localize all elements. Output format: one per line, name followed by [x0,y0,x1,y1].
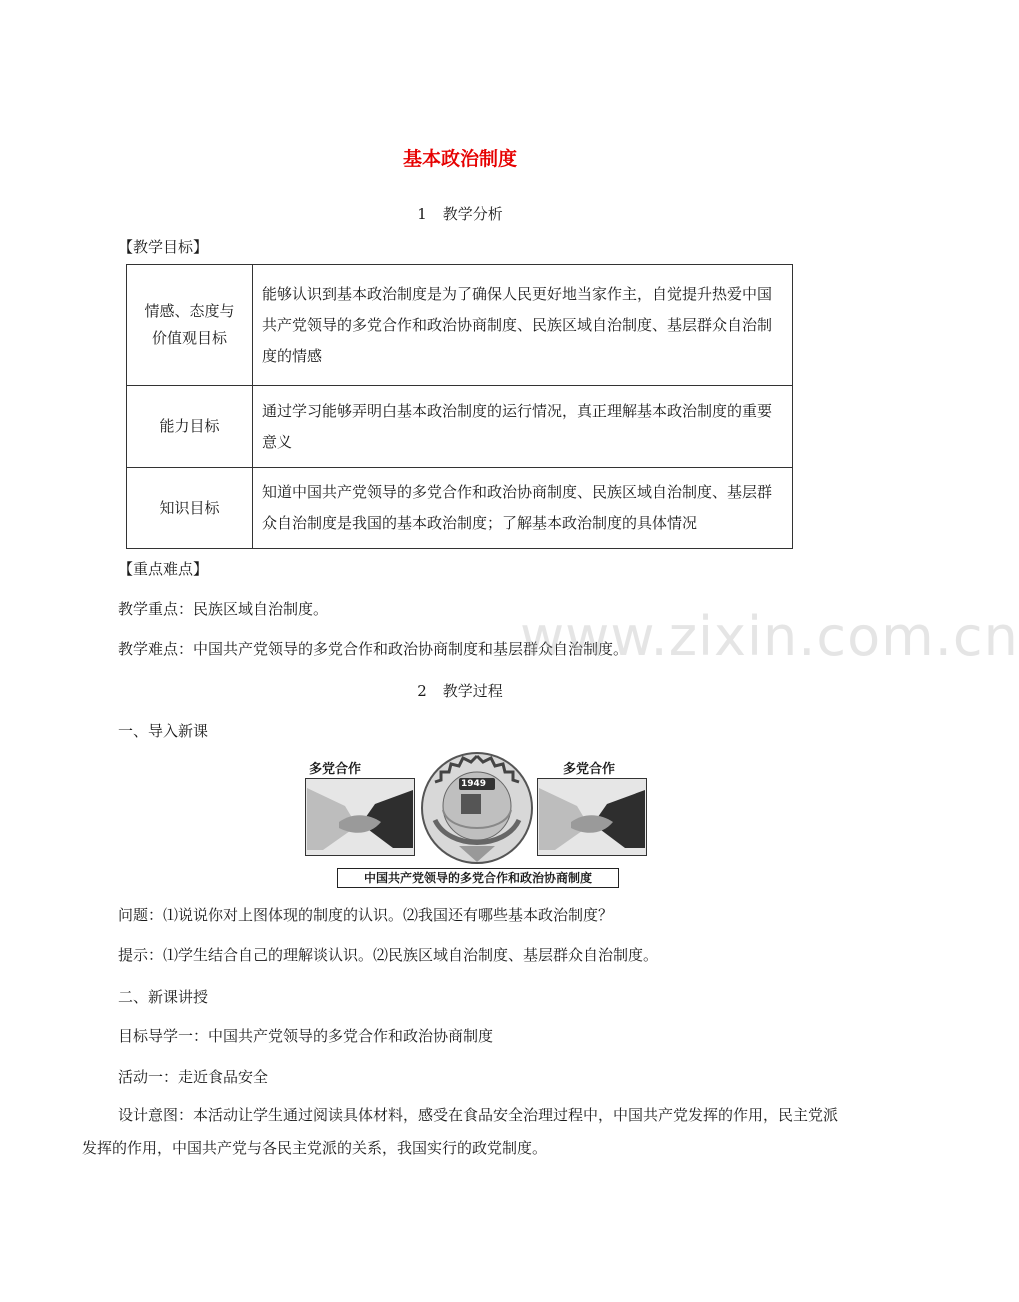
table-row [127,265,793,386]
section-heading-process [0,680,920,701]
activity-1: 活动一：走近食品安全 [118,1068,269,1086]
design-intent: 设计意图：本活动让学生通过阅读具体材料，感受在食品安全治理过程中，中国共产党发挥的作用，民主党派发挥的作用，中国共产党与各民主党派的关系，我国实行的政党制度。 [82,1106,839,1157]
handshake-image-left [305,778,415,856]
section-label: 教学分析 [442,205,503,223]
row-content: 通过学习能够弄明白基本政治制度的运行情况，真正理解基本政治制度的重要意义 [253,386,793,468]
key-points-heading: 【重点难点】 [118,560,209,578]
section-heading-analysis [0,203,920,224]
table-row [127,386,793,468]
hint: 提示：⑴学生结合自己的理解谈认识。⑵民族区域自治制度、基层群众自治制度。 [118,946,659,964]
section-number: 2 [417,682,427,700]
illustration-figure [305,748,649,890]
figure-caption: 中国共产党领导的多党合作和政治协商制度 [337,868,619,888]
figure-left-label: 多党合作 [309,762,362,777]
row-content: 知道中国共产党领导的多党合作和政治协商制度、民族区域自治制度、基层群众自治制度是我国的基本政治制度；了解基本政治制度的具体情况 [253,468,793,549]
label-line: 价值观目标 [151,329,227,347]
page-title: 基本政治制度 [402,148,517,170]
handshake-image-right [537,778,647,856]
label-line: 能力目标 [159,417,220,435]
row-content: 能够认识到基本政治制度是为了确保人民更好地当家作主，自觉提升热爱中国共产党领导的多党合作和政治协商制度、民族区域自治制度、基层群众自治制度的情感 [253,265,793,386]
difficult-point: 教学难点：中国共产党领导的多党合作和政治协商制度和基层群众自治制度。 [118,640,629,658]
figure-right-label: 多党合作 [563,762,616,777]
label-line: 情感、态度与 [144,302,235,320]
part2-heading: 二、新课讲授 [118,988,209,1006]
table-row [127,468,793,549]
section-number: 1 [417,205,427,223]
label-line: 知识目标 [159,498,220,517]
goal-guide-1: 目标导学一：中国共产党领导的多党合作和政治协商制度 [118,1027,494,1045]
objectives-table [126,264,793,549]
watermark: www.zixin.com.cn [520,605,1019,668]
question: 问题：⑴说说你对上图体现的制度的认识。⑵我国还有哪些基本政治制度？ [118,906,614,924]
part1-heading: 一、导入新课 [118,722,209,740]
key-point: 教学重点：民族区域自治制度。 [118,600,329,618]
emblem-year: 1949 [461,779,487,789]
cppcc-emblem [419,750,535,866]
objectives-heading: 【教学目标】 [118,238,209,256]
section-label: 教学过程 [442,682,503,700]
row-label [127,265,253,386]
row-label [127,468,253,549]
row-label [127,386,253,468]
